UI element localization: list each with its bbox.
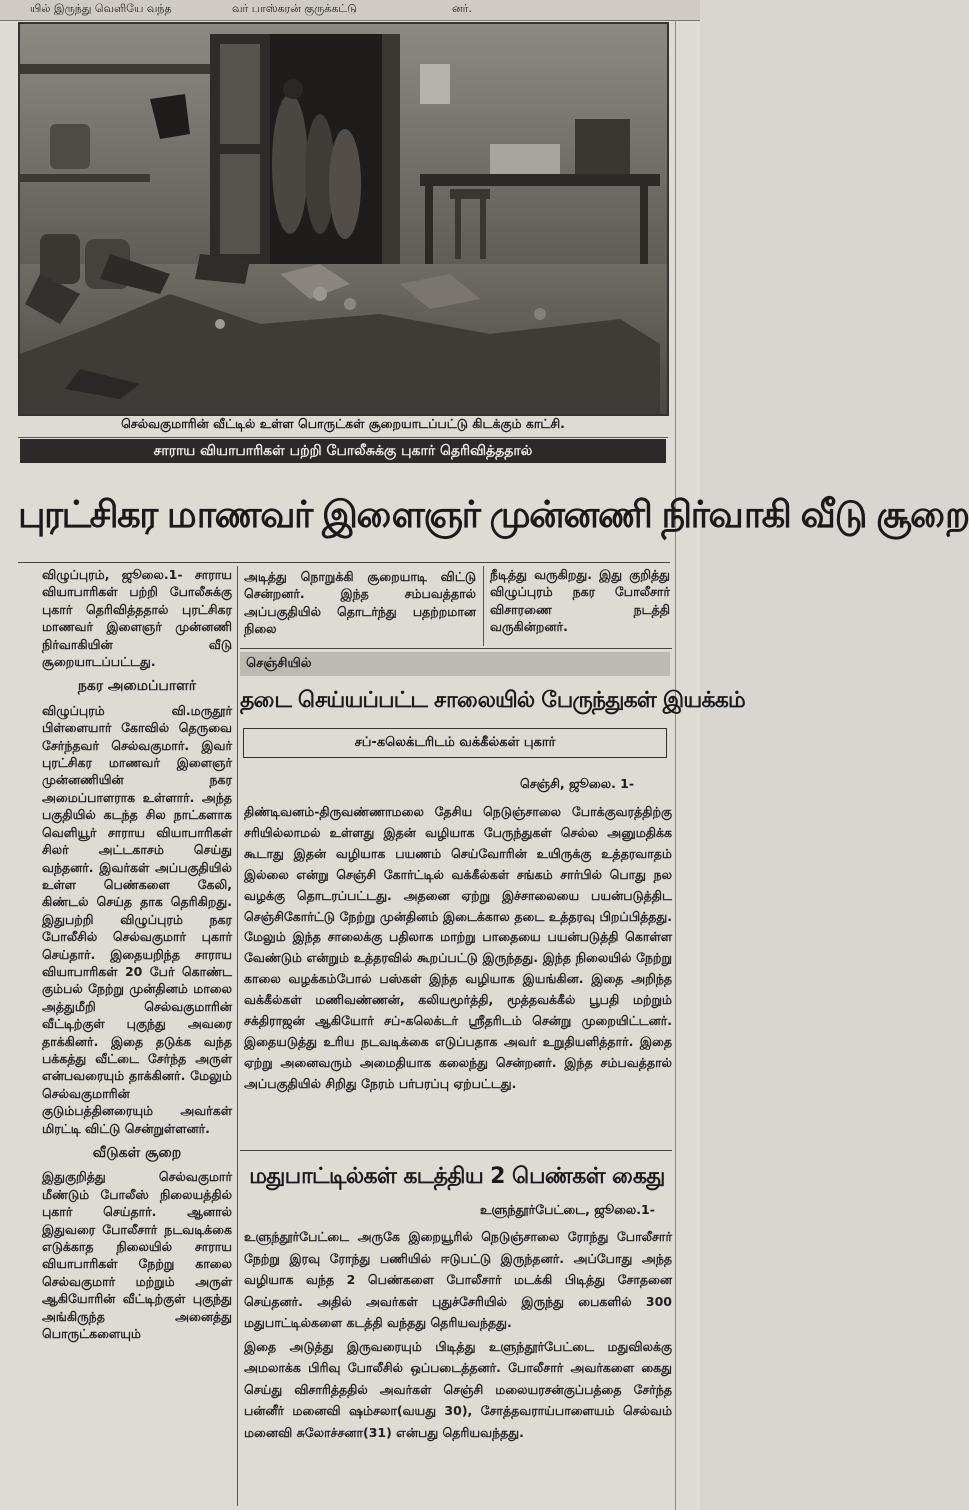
story1-left-column <box>42 566 232 1344</box>
main-headline: புரட்சிகர மாணவர் இளைஞர் முன்னணி நிர்வாகி வீடு சூறை <box>18 493 969 536</box>
divider-story3 <box>240 1150 672 1151</box>
top-strip-text-2: வர் பாஸ்கரன் குருக்கட்டு <box>232 2 357 15</box>
divider-story2 <box>240 648 672 649</box>
column-rule-2 <box>483 566 484 646</box>
story3-para1: உளுந்தூர்பேட்டை அருகே இறையூரில் நெடுஞ்சாலை ரோந்து போலீசார் நேற்று இரவு ரோந்து பணியில் ஈடுபட்டு இருந்தனர். அப்போது அந்த வழியாக வந்த 2 பெண்களை போலீசார் மடக்கி பிடித்து சோதனை செய்தனர். அதில் அவர்கள் புதுச்சேரியில் இருந்து பைகளில் 300 மதுபாட்டில்களை கடத்தி வந்தது தெரியவந்தது. <box>244 1229 672 1330</box>
top-strip-text-1: யில் இருந்து வெளியே வந்த <box>30 2 172 15</box>
column-rule <box>237 566 238 1506</box>
story2-kicker: செஞ்சியில் <box>240 652 670 676</box>
story1-para1: விழுப்புரம், ஜூலை.1- சாராய வியாபாரிகள் பற்றி போலீசுக்கு புகார் தெரிவித்ததால் புரட்சிகர மாணவர் இளைஞர் முன்னணி நிர்வாகியின் வீடு சூறையாடப்பட்டது. <box>42 567 232 670</box>
top-strip-text-3: னர். <box>452 2 472 15</box>
subhead-city-organizer: நகர அமைப்பாளர் <box>77 678 197 695</box>
story2-headline: தடை செய்யப்பட்ட சாலையில் பேருந்துகள் இயக்கம் <box>240 688 745 713</box>
adjacent-column-left-edge <box>0 20 14 1510</box>
story2-subhead: சப்-கலெக்டரிடம் வக்கீல்கள் புகார் <box>243 728 667 758</box>
divider <box>18 562 670 563</box>
story1-middle-column: அடித்து நொறுக்கி சூறையாடி விட்டு சென்றனர். இந்த சம்பவத்தால் அப்பகுதியில் தொடர்ந்து பதற்றமான நிலை <box>244 569 476 637</box>
story3-dateline: உளுந்தூர்பேட்டை, ஜூலை.1- <box>480 1202 655 1217</box>
photo-caption: செல்வகுமாரின் வீட்டில் உள்ள பொருட்கள் சூறையாடப்பட்டு கிடக்கும் காட்சி. <box>18 413 668 438</box>
news-photo <box>18 22 669 416</box>
subhead-houses-ransacked: வீடுகள் சூறை <box>92 1145 182 1161</box>
photo-illustration <box>20 24 667 414</box>
adjacent-column-right-edge <box>675 20 701 1510</box>
kicker-banner: சாராய வியாபாரிகள் பற்றி போலீசுக்கு புகார் தெரிவித்ததால் <box>20 439 666 463</box>
story1-para2: விழுப்புரம் வி.மருதூர் பிள்ளையார் கோவில் தெருவை சேர்ந்தவர் செல்வகுமார். இவர் புரட்சிகர மாணவர் இளைஞர் முன்னணியின் நகர அமைப்பாளராக உள்ளார். அந்த பகுதியில் கடந்த சில நாட்களாக வெளியூர் சாராய வியாபாரிகள் சிலர் அட்டகாசம் செய்து வந்தனர். இவர்கள் அப்பகுதியில் உள்ள பெண்களை கேலி, கிண்டல் செய்த தாக தெரிகிறது. இதுபற்றி விழுப்புரம் நகர போலீசில் செல்வகுமார் புகார் செய்தார். இதையறிந்த சாராய வியாபாரிகள் 20 பேர் கொண்ட கும்பல் நேற்று முன்தினம் மாலை அத்துமீறி செல்வகுமாரின் வீட்டிற்குள் புகுந்து அவரை தாக்கினர். இதை தடுக்க வந்த பக்கத்து வீட்டை சேர்ந்த அருள் என்பவரையும் தாக்கினர். மேலும் செல்வகுமாரின் குடும்பத்தினரையும் அவர்கள் மிரட்டி விட்டு சென்றுள்ளனர். <box>42 702 232 1136</box>
story3-para2: இதை அடுத்து இருவரையும் பிடித்து உளுந்தூர்பேட்டை மதுவிலக்கு அமலாக்க பிரிவு போலீசில் ஒப்படைத்தனர். போலீசார் அவர்களை கைது செய்து விசாரித்ததில் அவர்கள் செஞ்சி மலையரசன்குப்பத்தை சேர்ந்த பன்னீர் மனைவி ஷம்சலா(வயது 30), சோத்தவராய்பாளையம் செல்வம் மனைவி சுலோச்சனா(31) என்பது தெரியவந்தது. <box>244 1338 672 1440</box>
story3-headline: மதுபாட்டில்கள் கடத்திய 2 பெண்கள் கைது <box>249 1164 665 1189</box>
top-strip <box>0 0 700 21</box>
story1-right-column: நீடித்து வருகிறது. இது குறித்து விழுப்புரம் நகர போலீசார் விசாரணை நடத்தி வருகின்றனர். <box>490 567 670 635</box>
story2-body: திண்டிவனம்-திருவண்ணாமலை தேசிய நெடுஞ்சாலை போக்குவரத்திற்கு சரியில்லாமல் உள்ளது இதன் வழியாக பேருந்துகள் செல்ல அனுமதிக்க கூடாது இதன் வழியாக பயணம் செய்வோரின் உயிருக்கு உத்தரவாதம் இல்லை என்று செஞ்சி கோர்ட்டில் வக்கீல்கள் சங்கம் சார்பில் பொது நல வழக்கு தொடரப்பட்டது. அதனை ஏற்று இச்சாலையை பயன்படுத்திட செஞ்சிகோர்ட்டு நேற்று முன்தினம் இடைக்கால தடை உத்தரவு பிறப்பித்தது. மேலும் இந்த சாலைக்கு பதிலாக மாற்று பாதையை பயன்படுத்தி கொள்ள வேண்டும் என்றும் உத்தரவில் கூறப்பட்டு இருந்தது. இந்த நிலையில் நேற்று காலை வழக்கம்போல் பஸ்கள் இந்த வழியாக இயங்கின. இதை அறிந்த வக்கீல்கள் மணிவண்ணன், கலியமூர்த்தி, மூத்தவக்கீல் பூபதி மற்றும் சக்திராஜன் ஆகியோர் சப்-கலெக்டர் ஸ்ரீதரிடம் சென்று முறையிட்டனர். இதையடுத்து உரிய நடவடிக்கை எடுப்பதாக அவர் உறுதியளித்தார். இதை ஏற்று அனைவரும் அமைதியாக கலைந்து சென்றனர். இந்த சம்பவத்தால் அப்பகுதியில் சிறிது நேரம் பர்பரப்பு ஏற்பட்டது. <box>244 804 672 1091</box>
story3-body <box>244 1226 672 1443</box>
story2-dateline: செஞ்சி, ஜூலை. 1- <box>520 776 635 791</box>
story1-para3: இதுகுறித்து செல்வகுமார் மீண்டும் போலீஸ் நிலையத்தில் புகார் செய்தார். ஆனால் இதுவரை போலீசார் நடவடிக்கை எடுக்காத நிலையில் சாராய வியாபாரிகள் நேற்று காலை செல்வகுமார் மற்றும் அருள் ஆகியோரின் வீட்டிற்குள் புகுந்து அங்கிருந்த அனைத்து பொருட்களையும் <box>42 1169 232 1342</box>
